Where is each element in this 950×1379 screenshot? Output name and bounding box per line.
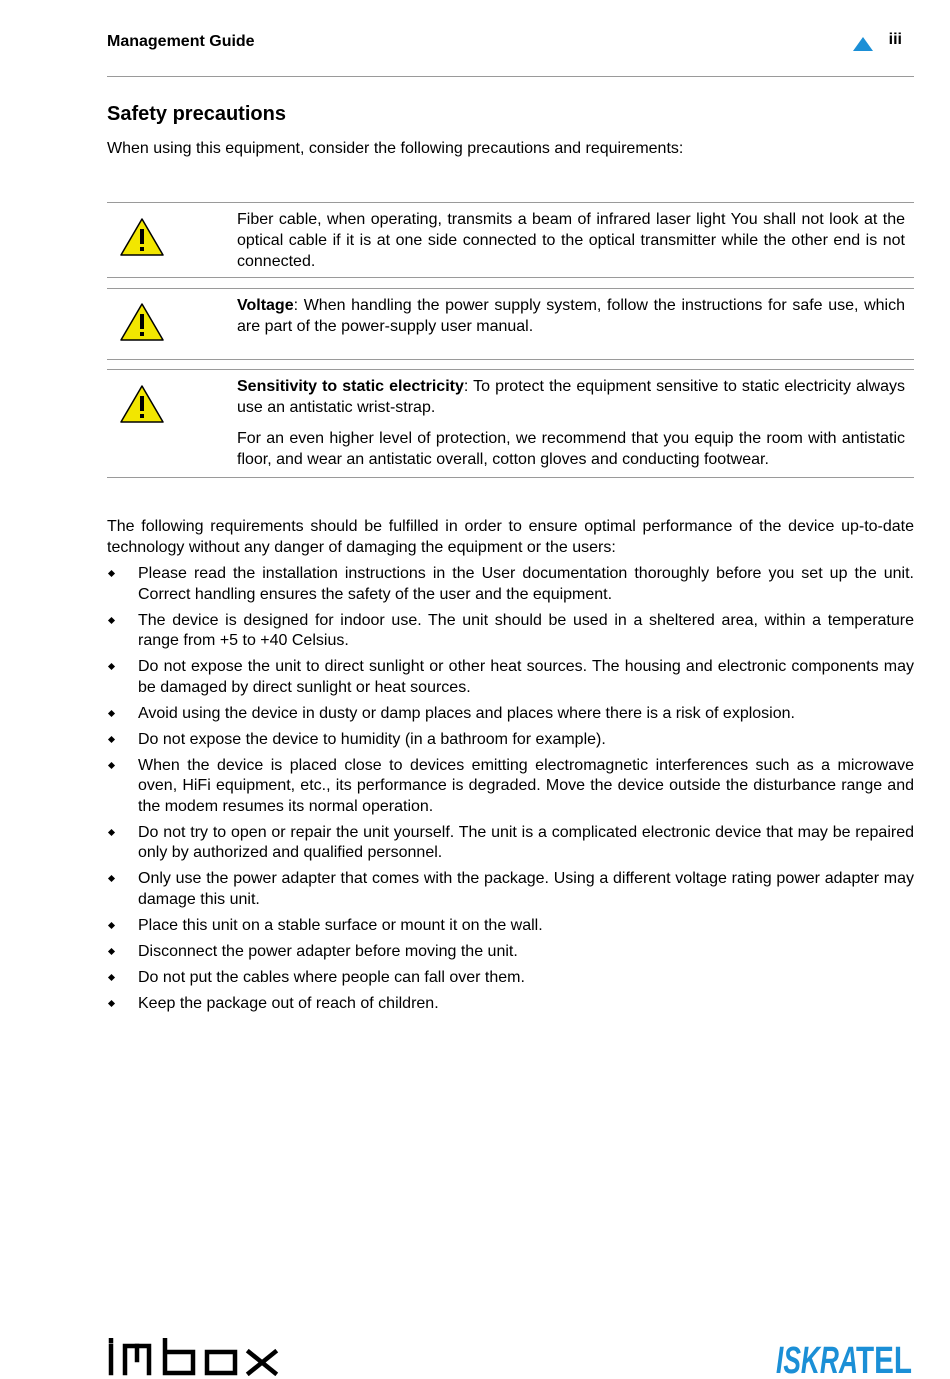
- bullet-icon: [108, 616, 115, 623]
- requirements-intro: The following requirements should be fulfilled in order to ensure optimal performance of the device up-to-date technology without any danger of damaging the equipment or the users:: [107, 518, 914, 556]
- svg-text:ISKRA: ISKRA: [776, 1340, 858, 1376]
- list-item: [107, 916, 914, 937]
- warning-text: [237, 295, 905, 337]
- list-item: [107, 942, 914, 963]
- bullet-icon: [108, 735, 115, 742]
- bullet-icon: [108, 921, 115, 928]
- page-number: iii: [888, 31, 902, 48]
- warning-heading: Voltage: [237, 297, 294, 314]
- bullet-icon: [108, 947, 115, 954]
- list-item-text: Do not expose the unit to direct sunlight or other heat sources. The housing and electronic components may be damaged by direct sunlight or heat sources.: [138, 658, 914, 696]
- list-item: [107, 756, 914, 818]
- list-item: [107, 657, 914, 698]
- list-item: [107, 611, 914, 652]
- list-item-text: When the device is placed close to devices emitting electromagnetic interferences such as a microwave oven, HiFi equipment, etc., its performance is degraded. Move the device outside the disturbance range and the modem resumes its normal operation.: [138, 756, 914, 815]
- warning-box-static: [107, 369, 914, 478]
- list-item-text: The device is designed for indoor use. The unit should be used in a sheltered area, within a temperature range from +5 to +40 Celsius.: [138, 611, 914, 649]
- page-header: [107, 28, 914, 77]
- inbox-logo: [107, 1338, 299, 1376]
- list-item: [107, 823, 914, 864]
- list-item-text: Do not expose the device to humidity (in a bathroom for example).: [138, 730, 606, 748]
- list-item-text: Do not try to open or repair the unit yourself. The unit is a complicated electronic device that may be repaired only by authorized and qualified personnel.: [138, 823, 914, 861]
- list-item-text: Avoid using the device in dusty or damp places and places where there is a risk of explosion.: [138, 704, 795, 722]
- section-title: Safety precautions: [107, 103, 286, 125]
- document-title: Management Guide: [107, 33, 255, 50]
- list-item: [107, 564, 914, 605]
- warning-extra: For an even higher level of protection, we recommend that you equip the room with antistatic floor, and wear an antistatic overall, cotton gloves and conducting footwear.: [237, 430, 905, 468]
- warning-heading: Sensitivity to static electricity: [237, 378, 464, 395]
- bullet-icon: [108, 761, 115, 768]
- warning-body: Fiber cable, when operating, transmits a beam of infrared laser light You shall not look at the optical cable if it is at one side connected to the optical transmitter while the other end is not connected.: [237, 211, 905, 270]
- warning-triangle-icon: [119, 217, 165, 257]
- list-item: [107, 730, 914, 751]
- list-item-text: Place this unit on a stable surface or mount it on the wall.: [138, 916, 543, 934]
- list-item-text: Do not put the cables where people can fall over them.: [138, 968, 525, 986]
- bullet-icon: [108, 709, 115, 716]
- section-intro: When using this equipment, consider the following precautions and requirements:: [107, 140, 684, 157]
- bullet-icon: [108, 828, 115, 835]
- warning-box-fiber: [107, 202, 914, 278]
- header-right: [853, 31, 902, 51]
- warning-triangle-icon: [119, 384, 165, 424]
- list-item: [107, 968, 914, 989]
- list-item: [107, 704, 914, 725]
- svg-text:TEL: TEL: [856, 1340, 912, 1376]
- list-item-text: Disconnect the power adapter before moving the unit.: [138, 942, 518, 960]
- list-item-text: Keep the package out of reach of children.: [138, 994, 439, 1012]
- iskratel-logo: [776, 1340, 914, 1376]
- warning-body: : To protect the equipment sensitive to static electricity always use an antistatic wrist-strap.: [237, 378, 905, 416]
- list-item: [107, 994, 914, 1015]
- bullet-icon: [108, 999, 115, 1006]
- list-item: [107, 869, 914, 910]
- bullet-icon: [108, 973, 115, 980]
- list-item-text: Please read the installation instructions in the User documentation thoroughly before you set up the unit. Correct handling ensures the safety of the user and the equipment.: [138, 565, 914, 603]
- warning-box-voltage: [107, 288, 914, 360]
- bullet-icon: [108, 663, 115, 670]
- warning-triangle-icon: [119, 302, 165, 342]
- warning-body: : When handling the power supply system, follow the instructions for safe use, which are part of the power-supply user manual.: [237, 297, 905, 335]
- list-item-text: Only use the power adapter that comes with the package. Using a different voltage rating power adapter may damage this unit.: [138, 870, 914, 908]
- nav-up-arrow-icon[interactable]: [853, 37, 873, 51]
- warning-text: [237, 376, 905, 470]
- warning-text: [237, 209, 905, 272]
- bullet-icon: [108, 875, 115, 882]
- bullet-icon: [108, 570, 115, 577]
- requirements-list: [107, 564, 914, 1020]
